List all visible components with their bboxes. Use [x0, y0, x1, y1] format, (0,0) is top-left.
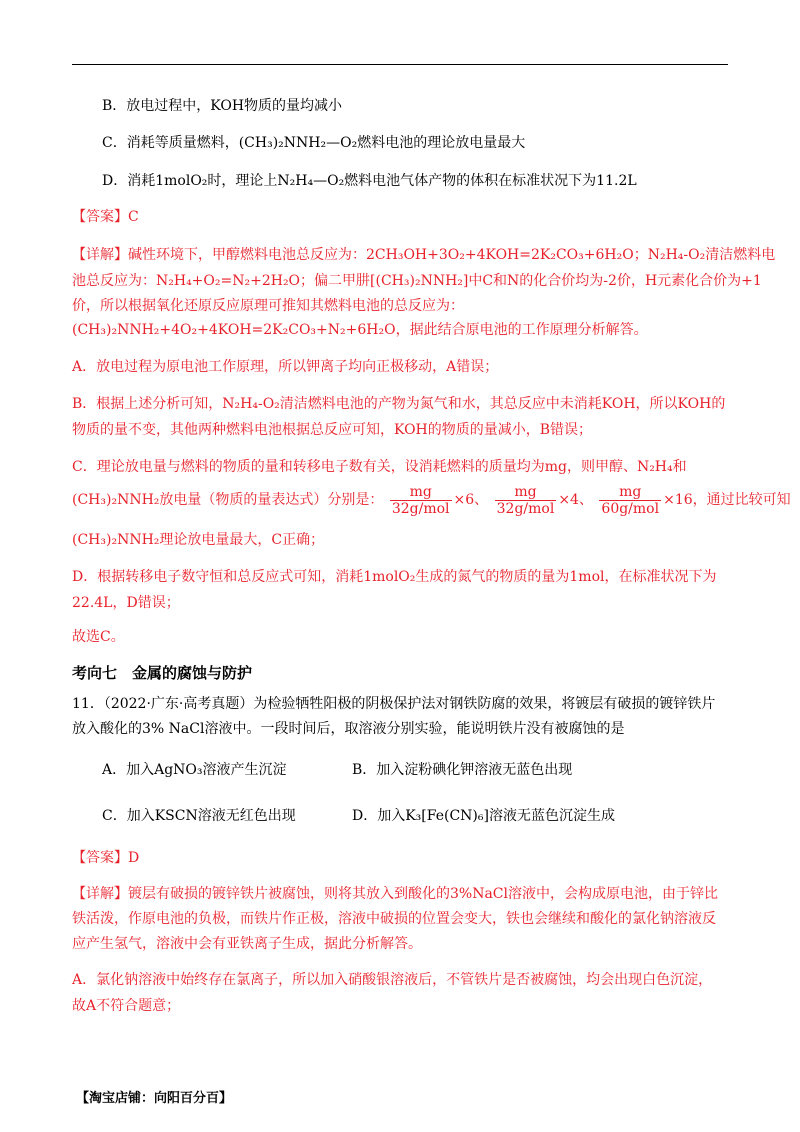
detail2-line2: 铁活泼，作原电池的负极，而铁片作正极，溶液中破损的位置会变大，铁也会继续和酸化的氯化钠溶液反 [72, 911, 716, 927]
detail1-conclusion: 故选C。 [72, 629, 125, 645]
detail1-line4: (CH₃)₂NNH₂+4O₂+4KOH=2K₂CO₃+N₂+6H₂O，据此结合原电池的工作原理分析解答。 [72, 322, 648, 338]
fraction-2-den: 32g/mol [496, 500, 555, 517]
option-c-prev: C．消耗等质量燃料，(CH₃)₂NNH₂—O₂燃料电池的理论放电量最大 [102, 135, 526, 151]
footer-shop: 【淘宝店铺：向阳百分百】 [76, 1091, 233, 1106]
fraction-1-den: 32g/mol [391, 500, 450, 517]
q11-line1: 11．（2022·广东·高考真题）为检验牺牲阳极的阴极保护法对钢铁防腐的效果，将镀层有破损的镀锌铁片 [72, 696, 716, 712]
q11-option-a: A．加入AgNO₃溶液产生沉淀 [102, 762, 287, 778]
fraction-3 [599, 484, 661, 517]
answer-label-2: 【答案】D [72, 850, 140, 866]
detail1-b1: B．根据上述分析可知，N₂H₄-O₂清洁燃料电池的产物为氮气和水，其总反应中未消耗KOH，所以KOH的 [72, 396, 726, 412]
fraction-1-mult: ×6 [453, 492, 475, 508]
detail1-c2-post: ，通过比较可知 [692, 492, 791, 508]
detail1-c2-pre: (CH₃)₂NNH₂放电量（物质的量表达式）分别是： [72, 492, 384, 508]
detail1-c3: (CH₃)₂NNH₂理论放电量最大，C正确； [72, 532, 325, 548]
q11-option-b: B．加入淀粉碘化钾溶液无蓝色出现 [352, 762, 573, 778]
fraction-1 [390, 484, 452, 517]
fraction-1-num: mg [390, 484, 452, 501]
answer-label-1: 【答案】C [72, 209, 139, 225]
fraction-3-num: mg [599, 484, 661, 501]
fraction-3-mult: ×16 [663, 492, 693, 508]
detail1-line3: 价，所以根据氧化还原反应原理可推知其燃料电池的总反应为： [72, 298, 464, 314]
detail1-c2 [72, 482, 791, 518]
fraction-2 [495, 484, 557, 517]
section-title: 考向七 金属的腐蚀与防护 [72, 664, 253, 682]
fraction-2-mult: ×4 [558, 492, 579, 508]
header-rule [72, 64, 728, 65]
detail1-a: A．放电过程为原电池工作原理，所以钾离子均向正极移动，A错误； [72, 359, 499, 375]
detail1-d2: 22.4L，D错误； [72, 595, 180, 611]
fraction-2-num: mg [495, 484, 557, 501]
detail2-line1: 【详解】镀层有破损的镀锌铁片被腐蚀，则将其放入到酸化的3%NaCl溶液中，会构成原电池，由于锌比 [72, 886, 718, 902]
q11-option-c: C．加入KSCN溶液无红色出现 [102, 808, 296, 824]
detail1-c1: C．理论放电量与燃料的物质的量和转移电子数有关，设消耗燃料的质量均为mg，则甲醇、N₂H₄和 [72, 459, 687, 475]
separator-1: 、 [474, 492, 489, 508]
detail2-a1: A．氯化钠溶液中始终存在氯离子，所以加入硝酸银溶液后，不管铁片是否被腐蚀，均会出现白色沉淀， [72, 972, 713, 988]
detail1-b2: 物质的量不变，其他两种燃料电池根据总反应可知，KOH的物质的量减小，B错误； [72, 422, 593, 438]
option-d-prev: D．消耗1molO₂时，理论上N₂H₄—O₂燃料电池气体产物的体积在标准状况下为11.2L [102, 173, 637, 189]
q11-option-d: D．加入K₃[Fe(CN)₆]溶液无蓝色沉淀生成 [352, 808, 615, 824]
option-b-prev: B．放电过程中，KOH物质的量均减小 [102, 98, 343, 114]
separator-2: 、 [578, 492, 593, 508]
q11-line2: 放入酸化的3% NaCl溶液中。一段时间后，取溶液分别实验，能说明铁片没有被腐蚀的是 [72, 721, 625, 737]
detail1-line1: 【详解】碱性环境下，甲醇燃料电池总反应为：2CH₃OH+3O₂+4KOH=2K₂CO₃+6H₂O；N₂H₄-O₂清洁燃料电 [72, 247, 776, 263]
detail2-line3: 应产生氢气，溶液中会有亚铁离子生成，据此分析解答。 [72, 936, 422, 952]
detail1-line2: 池总反应为：N₂H₄+O₂=N₂+2H₂O；偏二甲肼[(CH₃)₂NNH₂]中C和N的化合价均为-2价，H元素化合价为+1 [72, 273, 762, 289]
detail1-d1: D．根据转移电子数守恒和总反应式可知，消耗1molO₂生成的氮气的物质的量为1mol，在标准状况下为 [72, 569, 717, 585]
fraction-3-den: 60g/mol [601, 500, 660, 517]
detail2-a2: 故A不符合题意； [72, 998, 181, 1014]
